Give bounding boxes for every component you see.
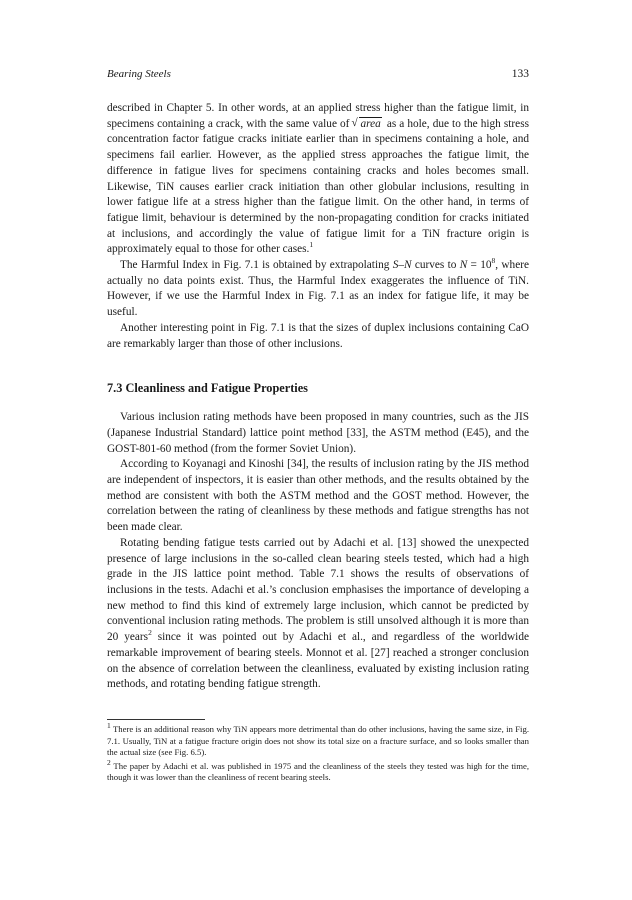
body-paragraph-2: The Harmful Index in Fig. 7.1 is obtained by extrapolating S–N curves to N = 10$^8$, where actually no data points exist. Thus, the Harmful Index exaggerates the influence of TiN. However, if we use the Harmful Index in Fig. 7.1 as an index for fatigue life, it may be useful. bbox=[107, 256, 529, 319]
footnote-1: $^1$ There is an additional reason why TiN appears more detrimental than do other inclusions, having the same size, in Fig. 7.1. Usually, TiN at a fatigue fracture origin does not show its total size on a fracture surface, and so looks smaller than the actual size (see Fig. 6.5). bbox=[107, 721, 529, 758]
footnote-2: $^2$ The paper by Adachi et al. was published in 1975 and the cleanliness of the steels they tested was high for the time, though it was lower than the cleanliness of recent bearing steels. bbox=[107, 757, 529, 783]
footnotes bbox=[107, 719, 529, 784]
section-paragraph-3: Rotating bending fatigue tests carried out by Adachi et al. [13] showed the unexpected presence of large inclusions in the so-called clean bearing steels tested, which had a high grade in the JIS lattice point method. Table 7.1 shows the results of observations of inclusions in the tests. Adachi et al.’s conclusion emphasises the importance of developing a new method to find this kind of extremely large inclusion, which cannot be predicted by conventional inclusion rating methods. The problem is still unsolved although it is more than 20 years$^2$ since it was pointed out by Adachi et al., and regardless of the worldwide remarkable improvement of bearing steels. Monnot et al. [27] reached a stronger conclusion on the absence of correlation between the cleanliness, evaluated by existing inclusion rating methods, and rotating bending fatigue strength. bbox=[107, 536, 529, 691]
sqrt-area-symbol: √ area bbox=[352, 117, 381, 133]
book-page bbox=[107, 68, 529, 786]
section-paragraph-1: Various inclusion rating methods have been proposed in many countries, such as the JIS (Japanese Industrial Standard) lattice point method [33], the ASTM method (E45), and the GOST-801-60 method (from the former Soviet Union). bbox=[107, 411, 529, 455]
page-number: 133 bbox=[511, 68, 529, 80]
running-head bbox=[107, 68, 529, 80]
section-heading: 7.3 Cleanliness and Fatigue Properties bbox=[107, 381, 308, 396]
section-paragraph-2: According to Koyanagi and Kinoshi [34], the results of inclusion rating by the JIS method are independent of inspectors, it is easier than other methods, and the results obtained by the method are consistent with both the ASTM method and the GOST method. However, the correlation between the rating of cleanliness by these methods and fatigue strengths has not been made clear. bbox=[107, 458, 529, 534]
footnote-marker-2: 2 bbox=[148, 628, 152, 638]
running-title: Bearing Steels bbox=[107, 68, 171, 80]
footnote-divider bbox=[107, 719, 205, 720]
footnote-marker-1: 1 bbox=[309, 240, 314, 250]
body-paragraph-3: Another interesting point in Fig. 7.1 is that the sizes of duplex inclusions containing CaO are remarkably larger than those of other inclusions. bbox=[107, 321, 529, 350]
body-paragraph-1: described in Chapter 5. In other words, at an applied stress higher than the fatigue limit, in specimens containing a crack, with the same value of √ area as a hole, due to the high stress concentration factor fatigue cracks initiate earlier than in specimens containing a hole, and specimens fail earlier. However, as the applied stress approaches the fatigue limit, the difference in fatigue lives for specimens containing cracks and holes becomes small. Likewise, TiN causes earlier crack initiation than other globular inclusions, resulting in lower fatigue life at a stress higher than the fatigue limit. On the other hand, in terms of fatigue limit, behaviour is determined by the non-propagating condition for cracks initiated at inclusions, and accordingly the value of fatigue limit for a TiN fracture origin is approximately equal to those for other cases.$^1$ bbox=[107, 101, 529, 258]
